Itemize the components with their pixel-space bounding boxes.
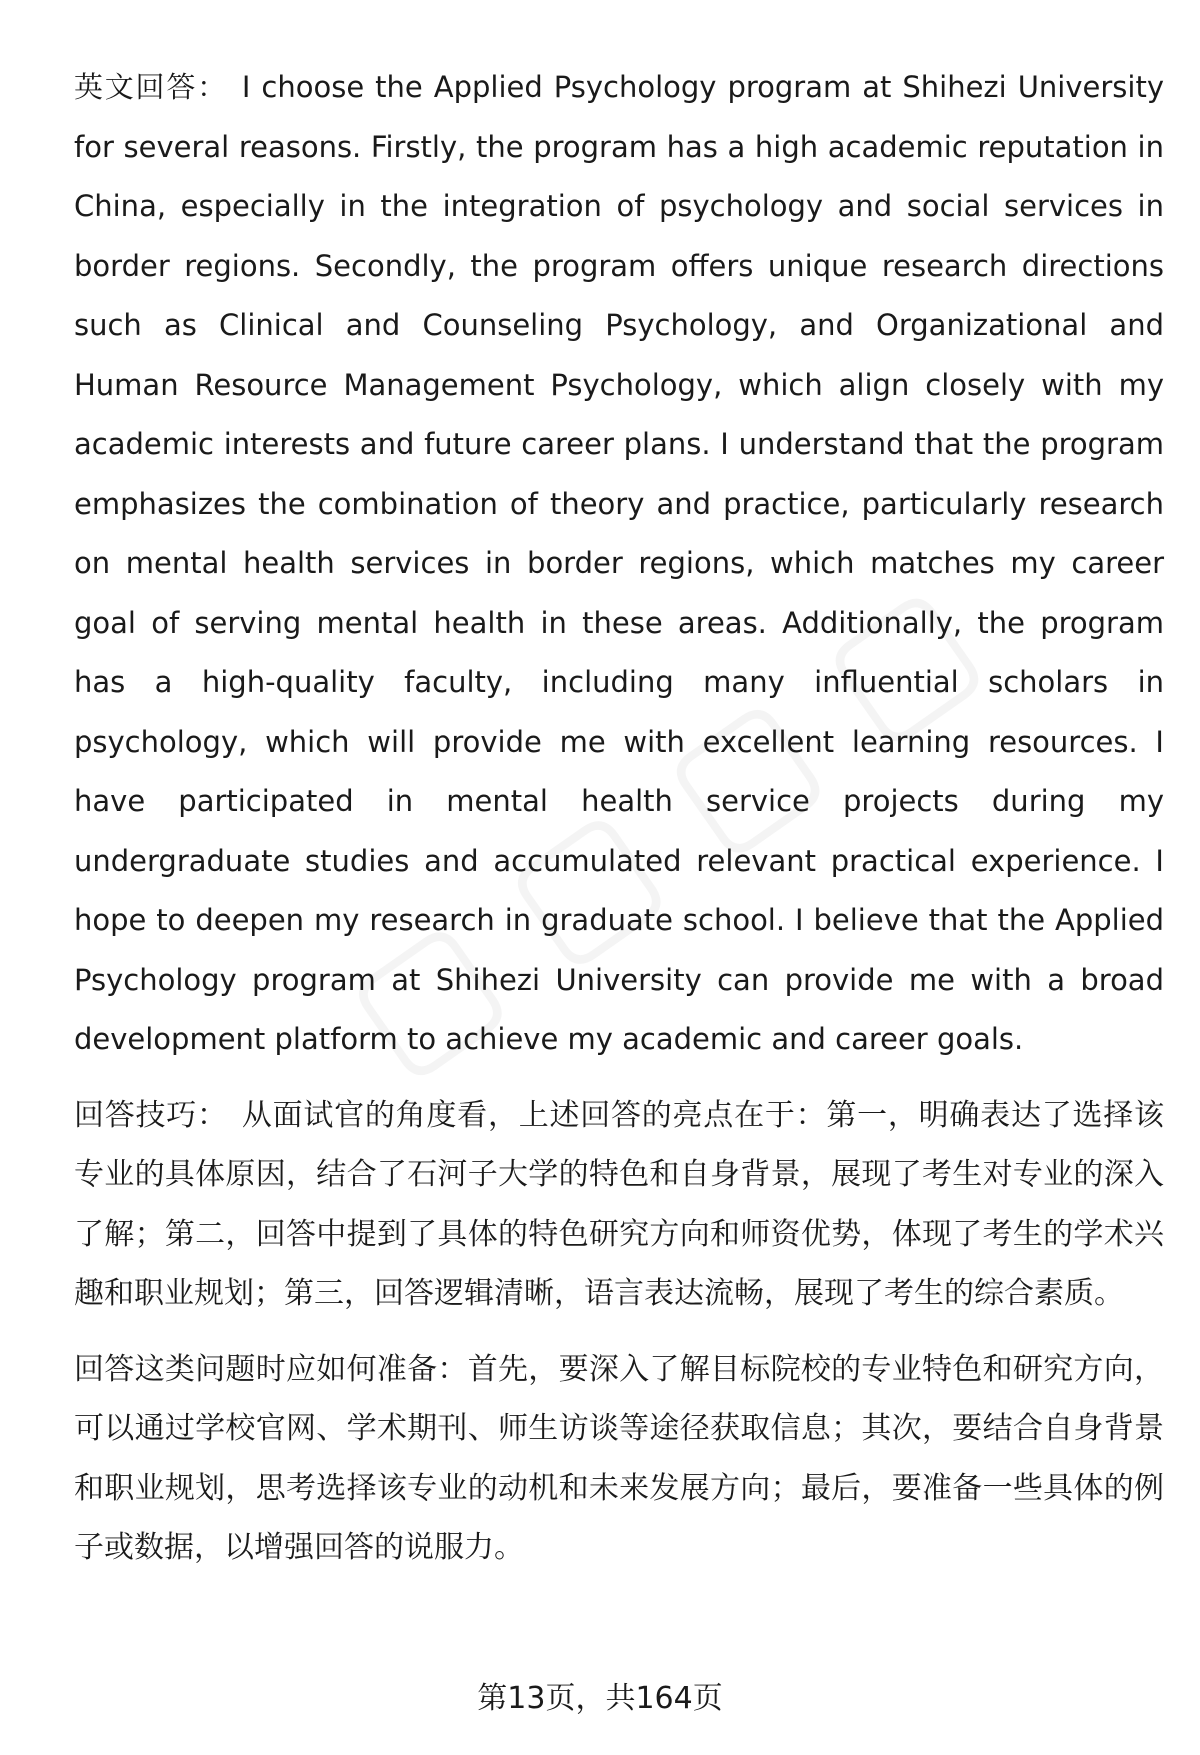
english-answer-text: I choose the Applied Psychology program at Shihezi University for several reasons. Firstly, the program has a high academic reputation in China, especially in the integration of psychology and social services in border regions. Secondly, the program offers unique research directions such as Clinical and Counseling Psychology, and Organizational and Human Resource Management Psychology, which align closely with my academic interests and future career plans. I understand that the program emphasizes the combination of theory and practice, particularly research on mental health services in border regions, which matches my career goal of serving mental health in these areas. Additionally, the program has a high-quality faculty, including many influential scholars in psychology, which will provide me with excellent learning resources. I have participated in mental health service projects during my undergraduate studies and accumulated relevant practical experience. I hope to deepen my research in graduate school. I believe that the Applied Psychology program at Shihezi University can provide me with a broad development platform to achieve my academic and career goals. [74,70,1164,1056]
document-body [74,58,1164,1578]
answer-tips-paragraph [74,1086,1164,1324]
answer-tips-text: 从面试官的角度看，上述回答的亮点在于：第一，明确表达了选择该专业的具体原因，结合了石河子大学的特色和自身背景，展现了考生对专业的深入了解；第二，回答中提到了具体的特色研究方向和师资优势，体现了考生的学术兴趣和职业规划；第三，回答逻辑清晰，语言表达流畅，展现了考生的综合素质。 [74,1097,1165,1311]
page-number: 第13页，共164页 [477,1681,723,1716]
english-answer-label: 英文回答： [74,70,228,104]
preparation-paragraph [74,1340,1164,1578]
preparation-text: 回答这类问题时应如何准备：首先，要深入了解目标院校的专业特色和研究方向，可以通过学校官网、学术期刊、师生访谈等途径获取信息；其次，要结合自身背景和职业规划，思考选择该专业的动机和未来发展方向；最后，要准备一些具体的例子或数据，以增强回答的说服力。 [74,1351,1164,1565]
answer-tips-label: 回答技巧： [74,1097,228,1133]
english-answer-paragraph [74,58,1164,1070]
